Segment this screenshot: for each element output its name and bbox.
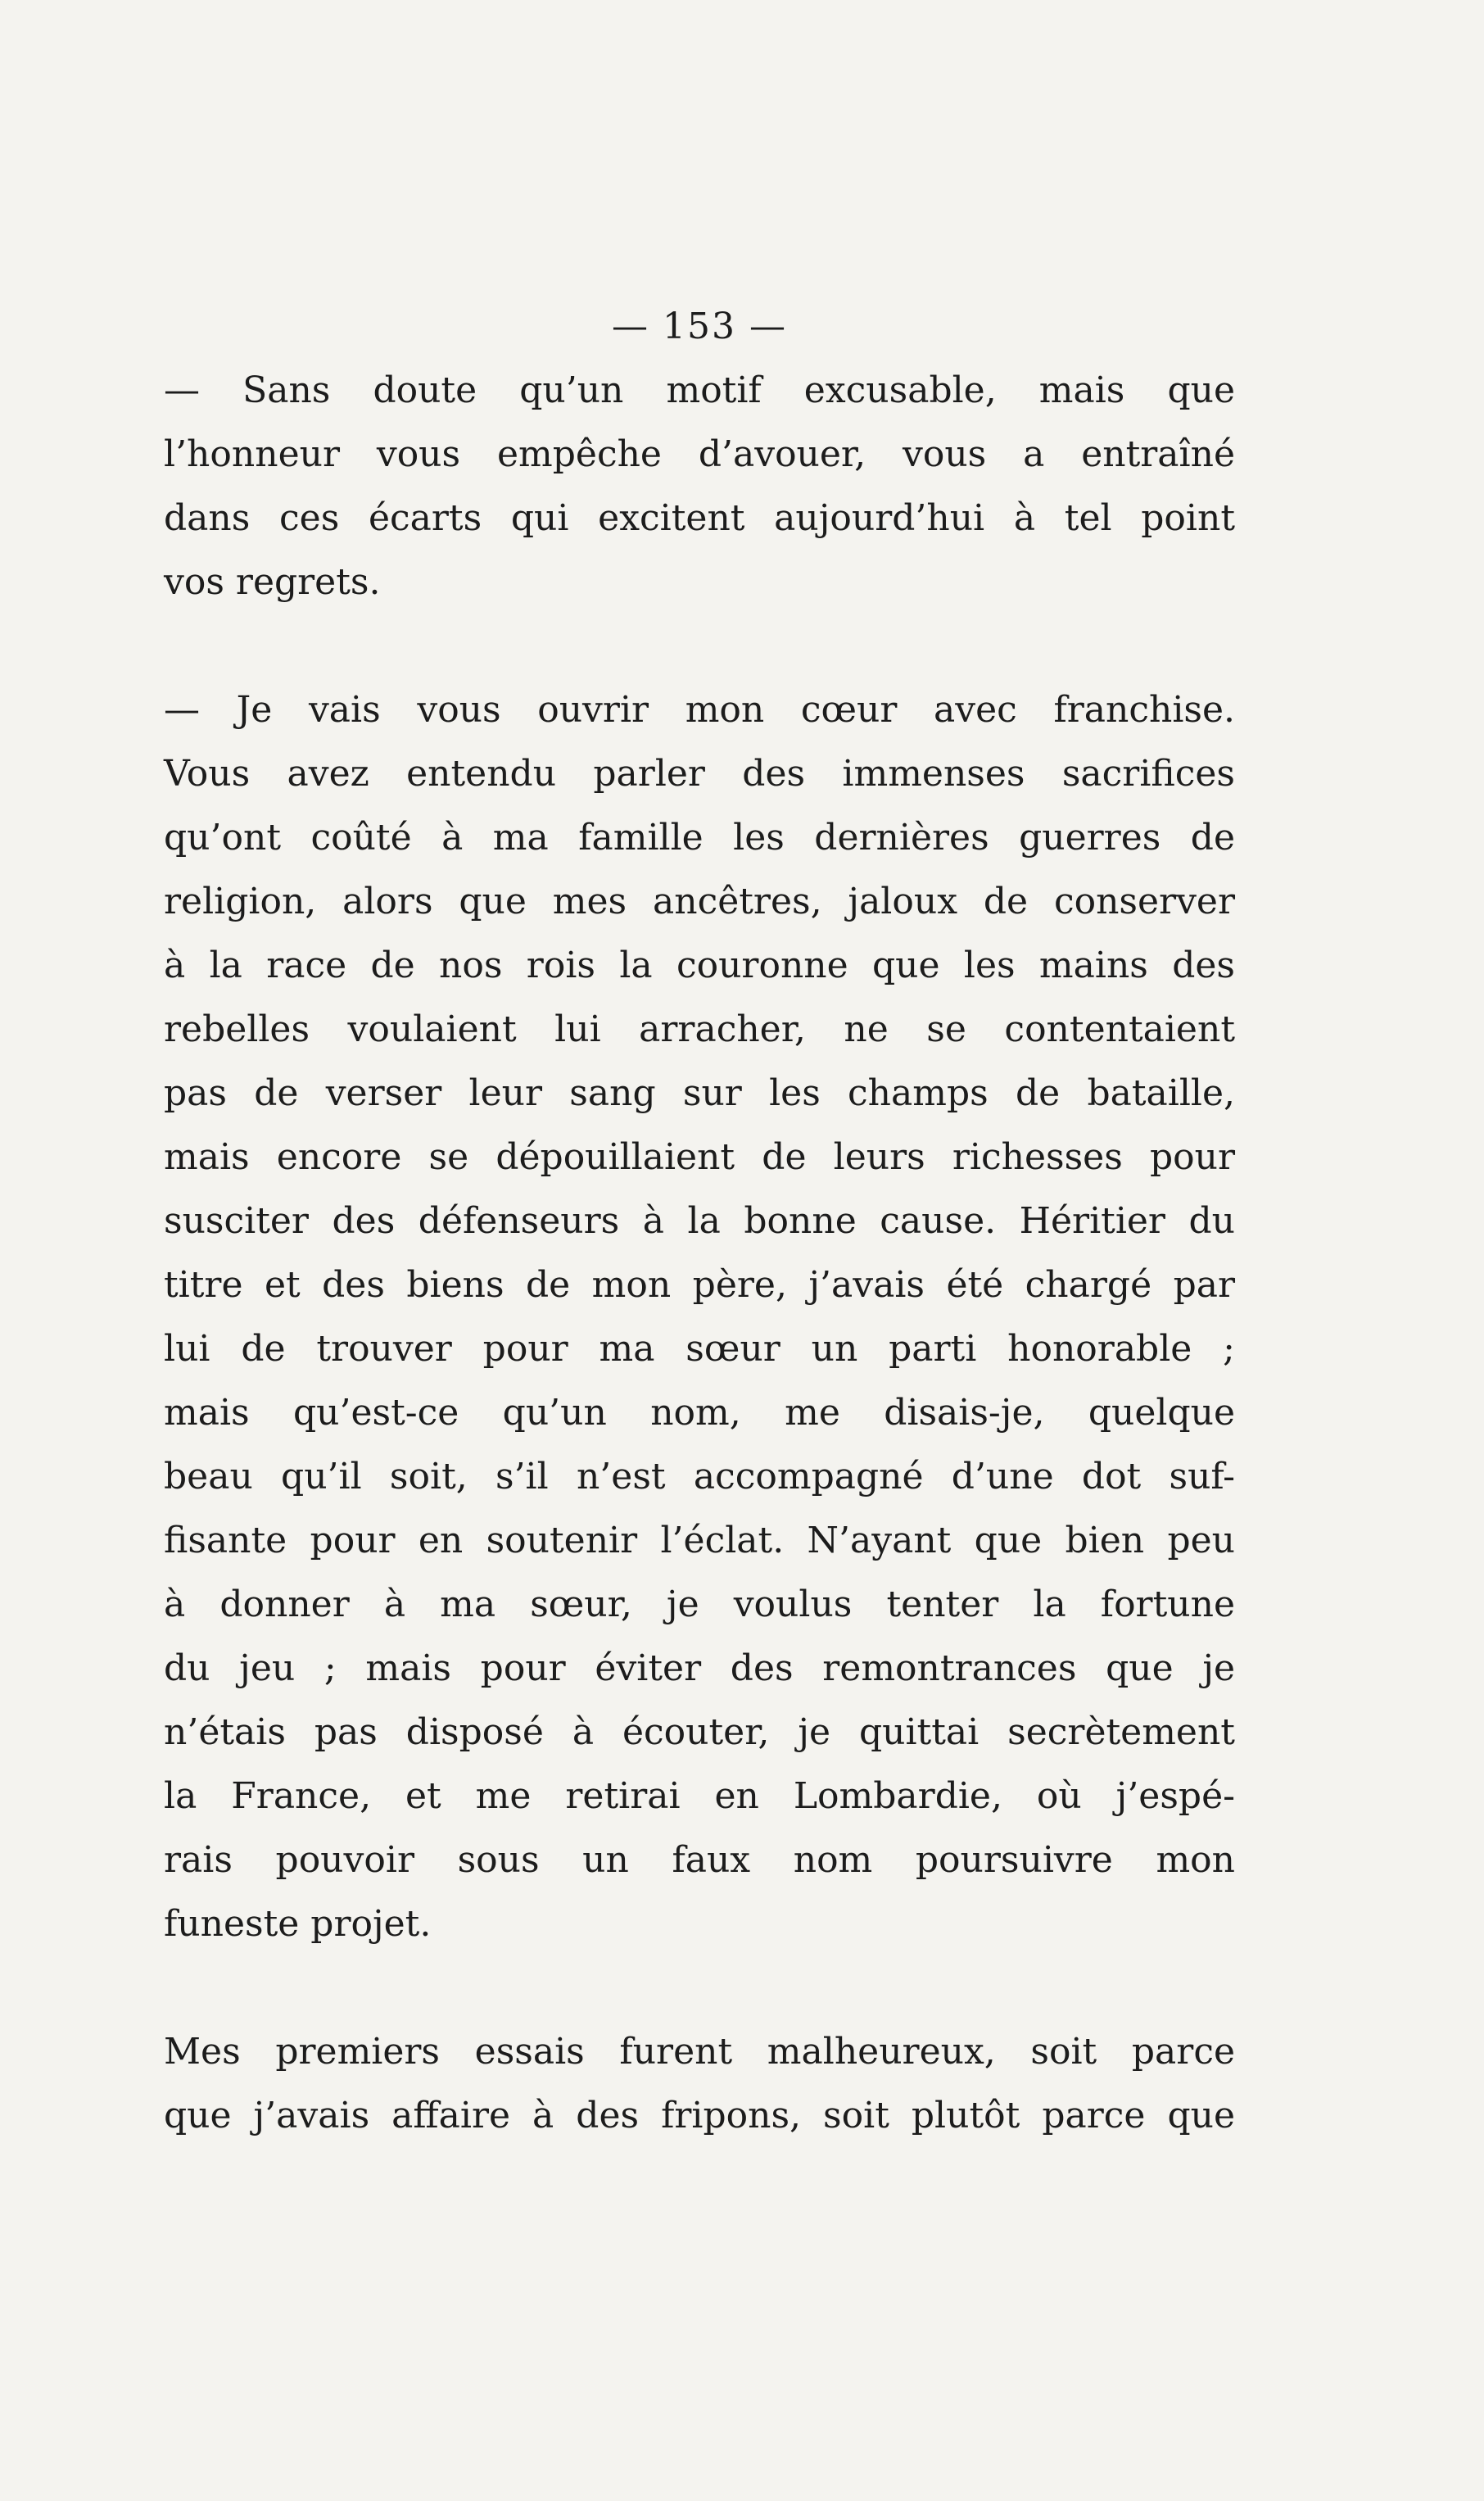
text-line: titre et des biens de mon père, j’avais été chargé par [164,1264,1235,1306]
text-line: religion, alors que mes ancêtres, jaloux de conserver [164,881,1235,922]
paragraph-1 [164,359,1235,614]
text-line: — Sans doute qu’un motif excusable, mais que [164,369,1235,411]
text-line: mais qu’est-ce qu’un nom, me disais-je, quelque [164,1392,1235,1434]
text-line: que j’avais affaire à des fripons, soit plutôt parce que [164,2095,1235,2136]
text-line: dans ces écarts qui excitent aujourd’hui à tel point [164,497,1235,539]
page-number: — 153 — [612,306,787,347]
text-line: rais pouvoir sous un faux nom poursuivre mon [164,1839,1235,1881]
text-line: mais encore se dépouillaient de leurs richesses pour [164,1136,1235,1178]
text-line: — Je vais vous ouvrir mon cœur avec franchise. [164,689,1235,731]
text-line: qu’ont coûté à ma famille les dernières guerres de [164,817,1235,859]
paragraph-spacer [164,614,1235,678]
paragraph-3 [164,2020,1235,2148]
text-line: du jeu ; mais pour éviter des remontrances que je [164,1647,1235,1689]
text-line: rebelles voulaient lui arracher, ne se contentaient [164,1008,1235,1050]
text-line: susciter des défenseurs à la bonne cause. Héritier du [164,1200,1235,1242]
text-line: Mes premiers essais furent malheureux, soit parce [164,2031,1235,2073]
text-line: beau qu’il soit, s’il n’est accompagné d’une dot suf- [164,1456,1235,1497]
text-line: lui de trouver pour ma sœur un parti honorable ; [164,1328,1235,1370]
text-line: l’honneur vous empêche d’avouer, vous a entraîné [164,433,1235,475]
paragraph-2 [164,678,1235,1956]
text-line: pas de verser leur sang sur les champs de bataille, [164,1072,1235,1114]
text-line: vos regrets. [164,561,381,603]
text-line: à la race de nos rois la couronne que les mains des [164,945,1235,986]
text-line: la France, et me retirai en Lombardie, où j’espé- [164,1775,1235,1817]
text-line: funeste projet. [164,1903,432,1945]
text-line: Vous avez entendu parler des immenses sacrifices [164,753,1235,795]
text-line: à donner à ma sœur, je voulus tenter la fortune [164,1584,1235,1625]
text-line: n’étais pas disposé à écouter, je quittai secrètement [164,1711,1235,1753]
page-text [164,295,1235,2148]
paragraph-spacer [164,1956,1235,2020]
text-line: fisante pour en soutenir l’éclat. N’ayant que bien peu [164,1520,1235,1561]
